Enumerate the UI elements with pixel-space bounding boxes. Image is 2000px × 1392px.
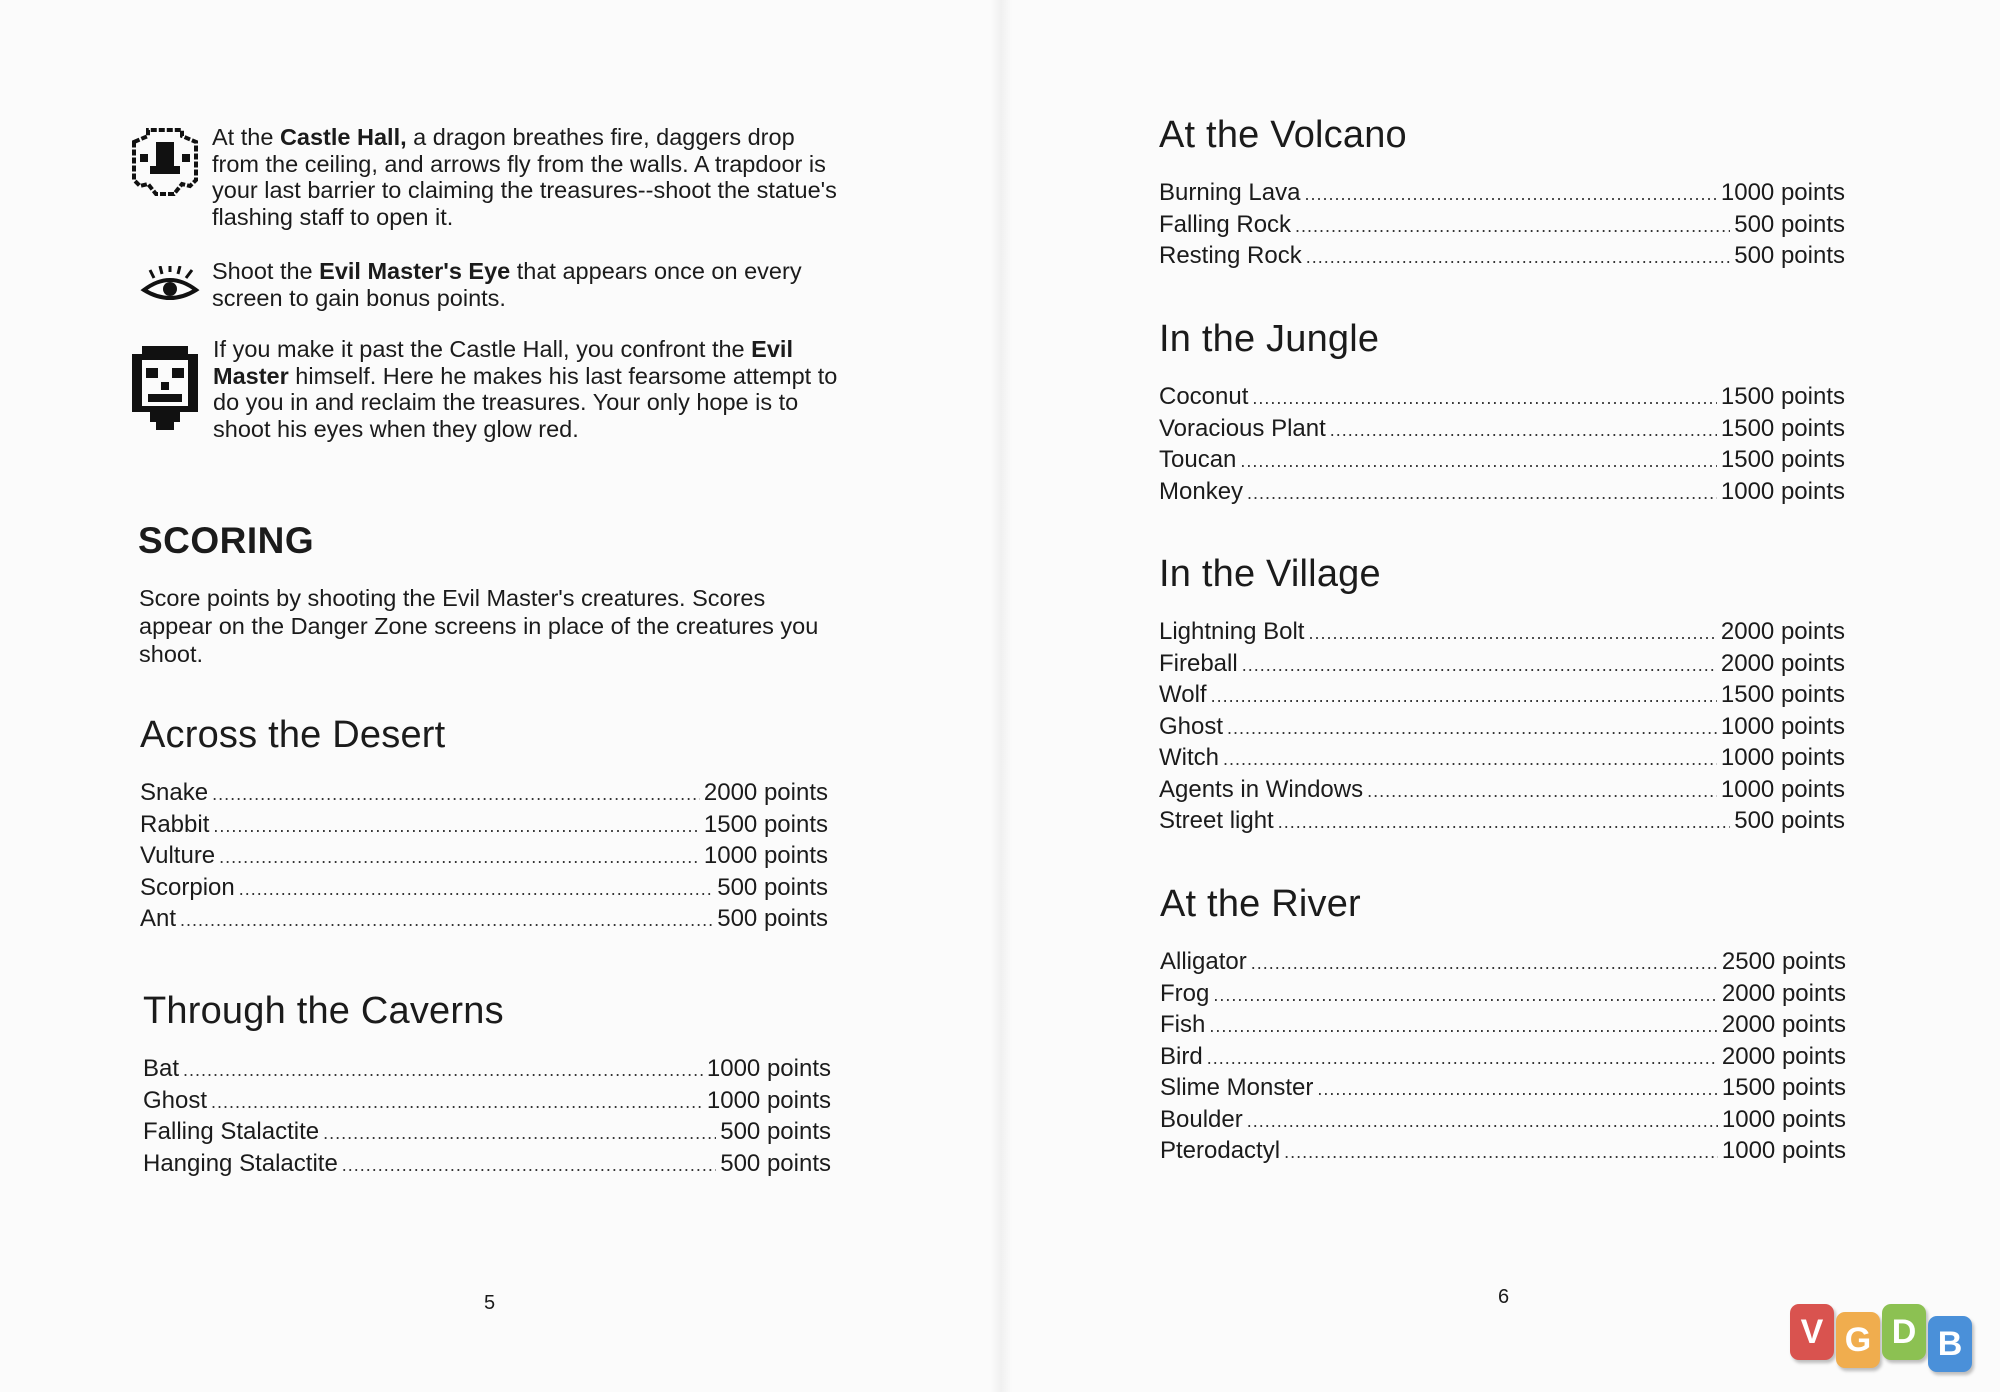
score-row: Fireball ..... 2000 points [1159,650,1845,682]
score-row: Falling Rock ..... 500 points [1159,211,1845,243]
intro-evil-master: If you make it past the Castle Hall, you confront the Evil Master himself. Here he makes his last fearsome attempt to do you in and reclaim the treasures. Your only hope is to shoot his eyes when they glow red. [128,336,848,442]
score-row: Resting Rock ..... 500 points [1159,242,1845,274]
page-number: 5 [484,1292,496,1314]
logo-tile [1790,1304,1834,1360]
logo-tile [1882,1304,1926,1360]
scoring-description: Score points by shooting the Evil Master's creatures. Scores appear on the Danger Zone screens in place of the creatures you shoot. [139,585,819,667]
logo-letter: G [1844,1321,1872,1359]
skull-icon [128,340,202,441]
score-row: Pterodactyl ..... 1000 points [1160,1137,1846,1169]
score-row: Coconut ..... 1500 points [1159,383,1845,415]
score-row: Lightning Bolt ..... 2000 points [1159,618,1845,650]
score-row: Agents in Windows ..... 1000 points [1159,776,1845,808]
section-title: At the River [1160,883,1361,925]
castle-icon [128,128,202,209]
score-row: Ant ..... 500 points [140,905,828,937]
logo-letter: V [1800,1313,1824,1351]
score-row: Wolf ..... 1500 points [1159,681,1845,713]
page-number: 6 [1498,1286,1510,1308]
score-row: Voracious Plant ..... 1500 points [1159,415,1845,447]
score-row: Toucan ..... 1500 points [1159,446,1845,478]
score-row: Street light ..... 500 points [1159,807,1845,839]
score-row: Snake ..... 2000 points [140,779,828,811]
score-row: Monkey ..... 1000 points [1159,478,1845,510]
section-title: Across the Desert [140,714,446,756]
eye-icon [140,266,200,313]
score-row: Fish ..... 2000 points [1160,1011,1846,1043]
right-page [1000,0,2000,1392]
score-row: Ghost ..... 1000 points [1159,713,1845,745]
score-row: Bird ..... 2000 points [1160,1043,1846,1075]
score-row: Frog ..... 2000 points [1160,980,1846,1012]
score-row: Burning Lava ..... 1000 points [1159,179,1845,211]
section-river [1160,883,1846,1169]
score-row: Alligator ..... 2500 points [1160,948,1846,980]
score-row: Rabbit ..... 1500 points [140,811,828,843]
section-volcano [1159,114,1845,274]
logo-letter: D [1891,1313,1917,1351]
score-row: Vulture ..... 1000 points [140,842,828,874]
section-caverns [143,990,831,1181]
score-row: Scorpion ..... 500 points [140,874,828,906]
section-desert [140,714,828,937]
section-jungle [1159,318,1845,509]
section-title: In the Village [1159,553,1381,595]
intro-evil-eye: Shoot the Evil Master's Eye that appears once on every screen to gain bonus points. [128,258,848,311]
section-title: In the Jungle [1159,318,1380,360]
score-row: Falling Stalactite ..... 500 points [143,1118,831,1150]
section-title: Through the Caverns [143,990,504,1032]
logo-tile [1836,1312,1880,1368]
score-row: Boulder ..... 1000 points [1160,1106,1846,1138]
intro-castle-hall: At the Castle Hall, a dragon breathes fire, daggers drop from the ceiling, and arrows fly from the walls. A trapdoor is your last barrier to claiming the treasures--shoot the statue's flashing staff to open it. [128,124,848,230]
section-title: At the Volcano [1159,114,1407,156]
logo-letter: B [1937,1325,1963,1363]
score-row: Ghost ..... 1000 points [143,1087,831,1119]
vgdb-logo [1790,1304,1982,1382]
score-row: Hanging Stalactite ..... 500 points [143,1150,831,1182]
section-village [1159,553,1845,839]
logo-tile [1928,1316,1972,1372]
score-row: Witch ..... 1000 points [1159,744,1845,776]
score-row: Slime Monster ..... 1500 points [1160,1074,1846,1106]
scoring-heading: SCORING [138,520,315,561]
score-row: Bat ..... 1000 points [143,1055,831,1087]
